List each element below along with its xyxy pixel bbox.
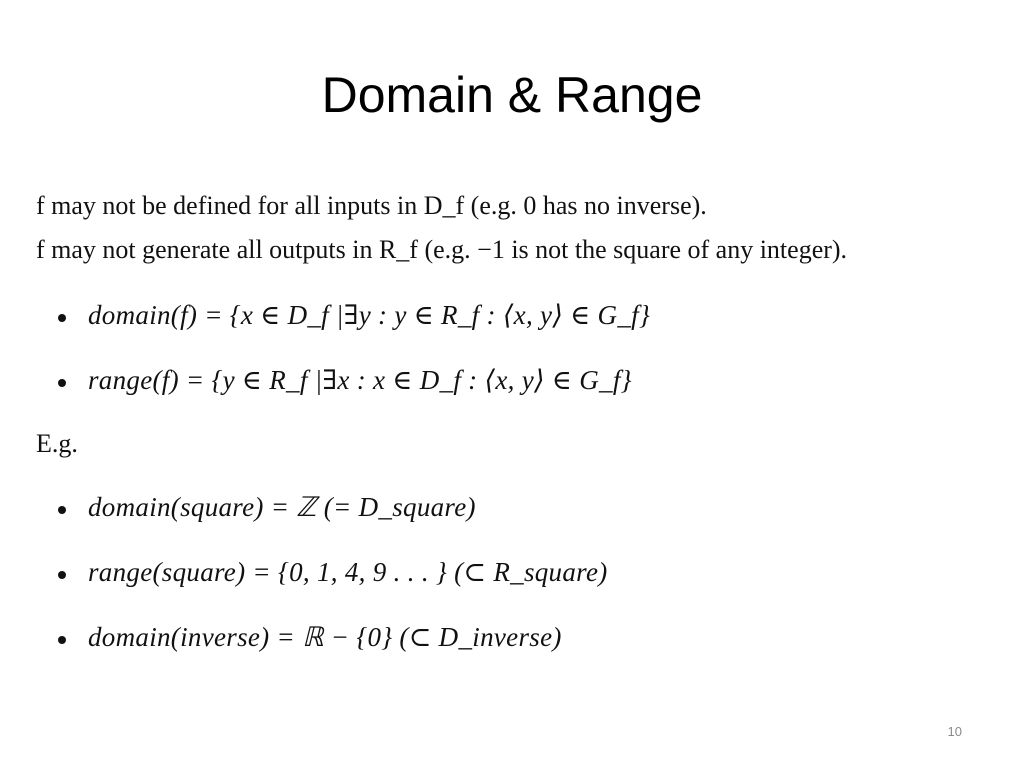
example-text: domain(inverse) = ℝ − {0} (⊂ D_inverse) — [88, 622, 562, 652]
slide-title: Domain & Range — [321, 67, 703, 123]
example-text: range(square) = {0, 1, 4, 9 . . . } (⊂ R_square) — [88, 557, 608, 587]
definition-bullet-range — [58, 362, 632, 403]
bullet-dot — [58, 314, 66, 322]
bullet-dot — [58, 506, 66, 514]
example-bullet-domain-square — [58, 489, 476, 530]
definition-text: range(f) = {y ∈ R_f |∃x : x ∈ D_f : ⟨x, y⟩ ∈ G_f} — [88, 365, 632, 395]
eg-label: E.g. — [36, 429, 78, 458]
example-text: domain(square) = ℤ (= D_square) — [88, 492, 476, 522]
bullet-dot — [58, 379, 66, 387]
definition-bullet-domain — [58, 297, 650, 338]
intro-line-1: f may not be defined for all inputs in D_f (e.g. 0 has no inverse). — [36, 191, 707, 220]
example-bullet-domain-inverse — [58, 619, 562, 660]
slide-number: 10 — [947, 724, 962, 739]
bullet-dot — [58, 636, 66, 644]
bullet-dot — [58, 571, 66, 579]
intro-line-2: f may not generate all outputs in R_f (e.g. −1 is not the square of any integer). — [36, 235, 848, 264]
definition-text: domain(f) = {x ∈ D_f |∃y : y ∈ R_f : ⟨x, y⟩ ∈ G_f} — [88, 300, 651, 330]
example-bullet-range-square — [58, 554, 608, 595]
